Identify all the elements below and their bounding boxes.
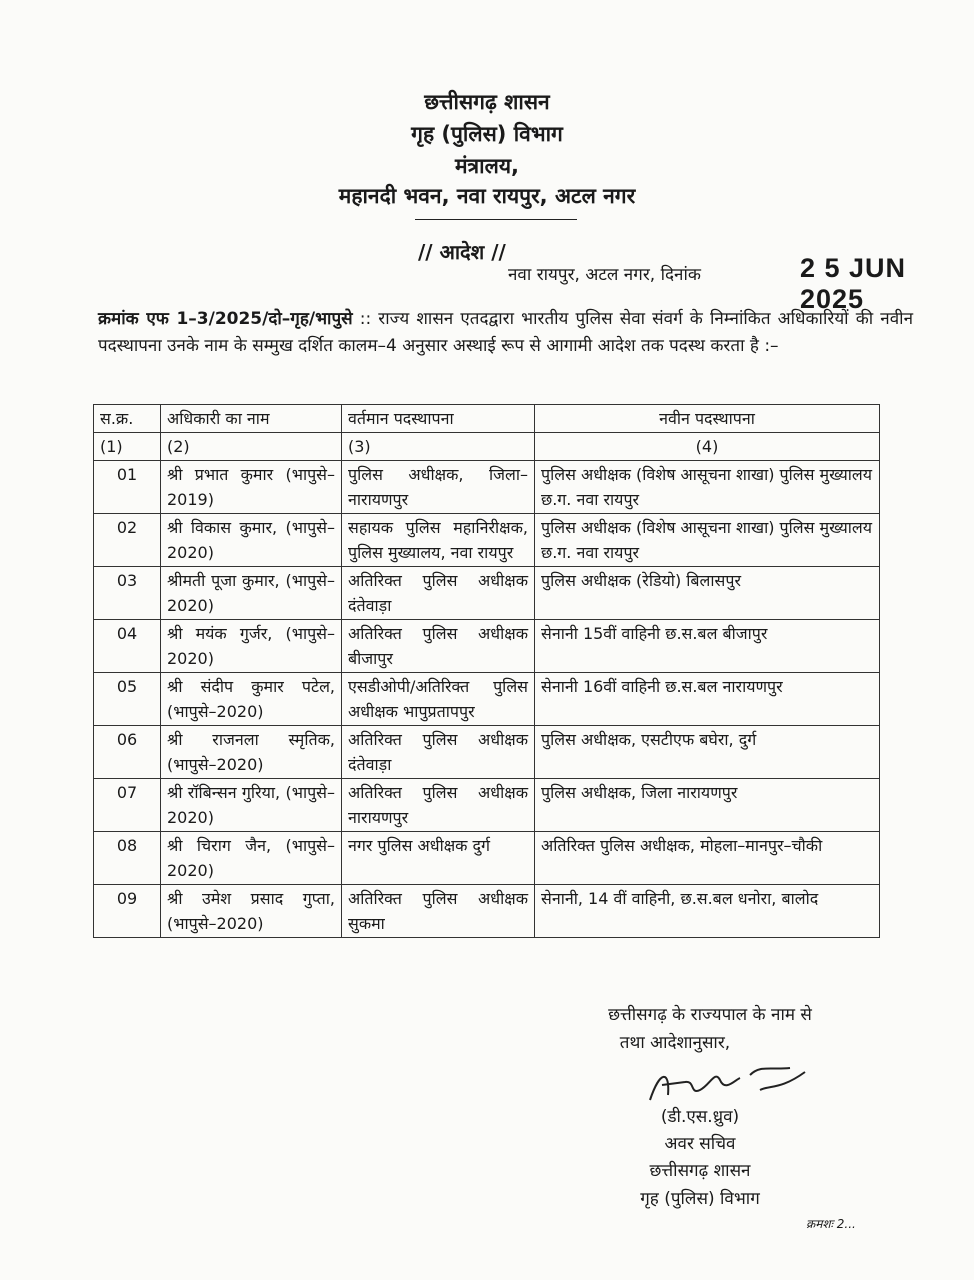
table-header-row (94, 405, 880, 433)
colnum: (4) (535, 433, 880, 461)
signatory-designation: अवर सचिव (664, 1134, 736, 1154)
current-posting-cell: अतिरिक्त पुलिस अधीक्षक सुकमा (342, 885, 535, 938)
table-row (94, 567, 880, 620)
new-posting-cell: पुलिस अधीक्षक, जिला नारायणपुर (535, 779, 880, 832)
new-posting-cell: सेनानी 16वीं वाहिनी छ.स.बल नारायणपुर (535, 673, 880, 726)
new-posting-cell: सेनानी, 14 वीं वाहिनी, छ.स.बल धनोरा, बालोद (535, 885, 880, 938)
order-title: // आदेश // (418, 240, 506, 264)
serial-cell: 08 (94, 832, 161, 885)
header-address: महानदी भवन, नवा रायपुर, अटल नगर (338, 184, 636, 208)
new-posting-cell: पुलिस अधीक्षक (विशेष आसूचना शाखा) पुलिस मुख्यालय छ.ग. नवा रायपुर (535, 461, 880, 514)
current-posting-cell: अतिरिक्त पुलिस अधीक्षक नारायणपुर (342, 779, 535, 832)
new-posting-cell: अतिरिक्त पुलिस अधीक्षक, मोहला–मानपुर–चौकी (535, 832, 880, 885)
order-ref: क्रमांक एफ 1–3/2025/दो–गृह/भापुसे (98, 309, 353, 329)
table-row (94, 461, 880, 514)
table-row (94, 832, 880, 885)
signatory-office: छत्तीसगढ़ शासन (649, 1161, 751, 1181)
header-serial: स.क्र. (94, 405, 161, 433)
table-row (94, 620, 880, 673)
colnum: (1) (94, 433, 161, 461)
signatory-department: गृह (पुलिस) विभाग (640, 1189, 760, 1209)
officer-name-cell: श्री चिराग जैन, (भापुसे– 2020) (161, 832, 342, 885)
current-posting-cell: अतिरिक्त पुलिस अधीक्षक बीजापुर (342, 620, 535, 673)
officer-name-cell: श्री रॉबिन्सन गुरिया, (भापुसे–2020) (161, 779, 342, 832)
serial-cell: 09 (94, 885, 161, 938)
officer-name-cell: श्रीमती पूजा कुमार, (भापुसे–2020) (161, 567, 342, 620)
current-posting-cell: सहायक पुलिस महानिरीक्षक, पुलिस मुख्यालय, नवा रायपुर (342, 514, 535, 567)
officer-name-cell: श्री संदीप कुमार पटेल, (भापुसे–2020) (161, 673, 342, 726)
table-row (94, 726, 880, 779)
table-row (94, 779, 880, 832)
date-stamp: 2 5 JUN 2025 (800, 253, 907, 314)
serial-cell: 01 (94, 461, 161, 514)
column-number-row (94, 433, 880, 461)
officer-name-cell: श्री विकास कुमार, (भापुसे– 2020) (161, 514, 342, 567)
order-place: नवा रायपुर, अटल नगर, दिनांक (508, 265, 701, 285)
header-current-posting: वर्तमान पदस्थापना (342, 405, 535, 433)
serial-cell: 06 (94, 726, 161, 779)
table-row (94, 885, 880, 938)
order-body: :: राज्य शासन एतदद्वारा भारतीय पुलिस सेवा संवर्ग के निम्नांकित अधिकारियों की नवीन पदस्थापना उनके नाम के सम्मुख दर्शित कालम–4 अनुसार अस्थाई रूप से आगामी आदेश तक पदस्थ करता है :– (98, 309, 914, 356)
current-posting-cell: पुलिस अधीक्षक, जिला–नारायणपुर (342, 461, 535, 514)
continued-note: क्रमशः 2... (806, 1217, 856, 1231)
serial-cell: 02 (94, 514, 161, 567)
header-officer-name: अधिकारी का नाम (161, 405, 342, 433)
new-posting-cell: सेनानी 15वीं वाहिनी छ.स.बल बीजापुर (535, 620, 880, 673)
signatory-name: (डी.एस.ध्रुव) (660, 1107, 740, 1127)
serial-cell: 05 (94, 673, 161, 726)
current-posting-cell: एसडीओपी/अतिरिक्त पुलिस अधीक्षक भापुप्रतापपुर (342, 673, 535, 726)
header-ministry: मंत्रालय, (455, 154, 519, 178)
colnum: (2) (161, 433, 342, 461)
table-row (94, 673, 880, 726)
new-posting-cell: पुलिस अधीक्षक, एसटीएफ बघेरा, दुर्ग (535, 726, 880, 779)
officer-name-cell: श्री मयंक गुर्जर, (भापुसे– 2020) (161, 620, 342, 673)
colnum: (3) (342, 433, 535, 461)
header-new-posting: नवीन पदस्थापना (535, 405, 880, 433)
header-department: गृह (पुलिस) विभाग (411, 122, 563, 146)
signature-line2: तथा आदेशानुसार, (619, 1033, 731, 1053)
officer-name-cell: श्री उमेश प्रसाद गुप्ता, (भापुसे–2020) (161, 885, 342, 938)
serial-cell: 07 (94, 779, 161, 832)
table-row (94, 514, 880, 567)
officer-name-cell: श्री प्रभात कुमार (भापुसे–2019) (161, 461, 342, 514)
signature-line1: छत्तीसगढ़ के राज्यपाल के नाम से (608, 1005, 812, 1025)
officer-name-cell: श्री राजनला स्मृतिक, (भापुसे–2020) (161, 726, 342, 779)
new-posting-cell: पुलिस अधीक्षक (रेडियो) बिलासपुर (535, 567, 880, 620)
order-paragraph (98, 306, 913, 360)
current-posting-cell: अतिरिक्त पुलिस अधीक्षक दंतेवाड़ा (342, 726, 535, 779)
postings-table (93, 404, 880, 938)
serial-cell: 04 (94, 620, 161, 673)
current-posting-cell: अतिरिक्त पुलिस अधीक्षक दंतेवाड़ा (342, 567, 535, 620)
new-posting-cell: पुलिस अधीक्षक (विशेष आसूचना शाखा) पुलिस मुख्यालय छ.ग. नवा रायपुर (535, 514, 880, 567)
divider (415, 219, 577, 220)
current-posting-cell: नगर पुलिस अधीक्षक दुर्ग (342, 832, 535, 885)
header-government: छत्तीसगढ़ शासन (424, 90, 550, 114)
serial-cell: 03 (94, 567, 161, 620)
